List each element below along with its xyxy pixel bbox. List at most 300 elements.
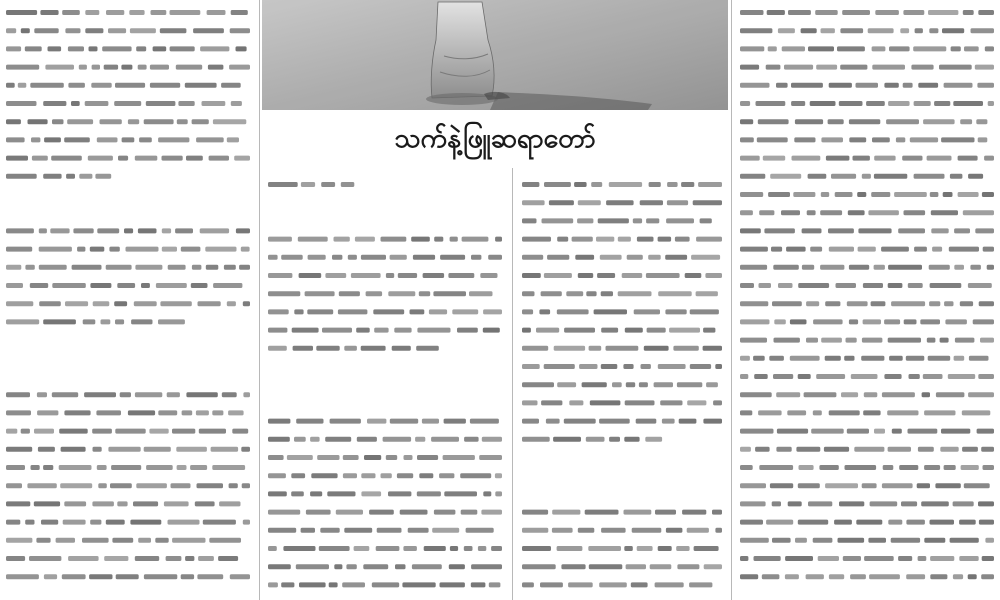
text-line-segment (329, 582, 338, 587)
text-line-segment (824, 447, 849, 452)
text-line-segment (85, 28, 103, 33)
text-line-segment (52, 283, 86, 288)
text-line-segment (798, 520, 828, 525)
text-line-segment (578, 200, 601, 205)
text-line-segment (740, 556, 748, 561)
text-line-segment (281, 255, 303, 260)
text-line-segment (52, 119, 64, 124)
text-line-segment (654, 382, 673, 387)
text-line-segment (234, 156, 250, 161)
text-line-segment (6, 119, 21, 124)
text-line-segment (117, 501, 127, 506)
text-line-segment (6, 101, 37, 106)
text-line-segment (6, 538, 32, 543)
text-line-segment (118, 156, 128, 161)
text-line-segment (864, 556, 894, 561)
text-line-segment (838, 538, 865, 543)
text-line-segment (850, 574, 866, 579)
text-line-segment (601, 328, 618, 333)
text-line-segment (828, 228, 854, 233)
text-line-segment (964, 46, 979, 51)
text-line-segment (546, 419, 560, 424)
text-line-segment (759, 210, 774, 215)
text-line-segment (411, 237, 430, 242)
text-line-segment (59, 429, 87, 434)
text-line-segment (31, 137, 40, 142)
text-line-segment (483, 491, 491, 496)
text-line-segment (6, 65, 39, 70)
text-line-segment (577, 218, 593, 223)
text-line-segment (56, 538, 75, 543)
text-line-segment (655, 582, 684, 587)
text-line-segment (144, 447, 171, 452)
text-line-segment (489, 582, 501, 587)
text-line-segment (195, 501, 215, 506)
text-line-segment (213, 119, 246, 124)
text-line-segment (669, 328, 700, 333)
text-line-segment (6, 501, 30, 506)
text-line-segment (740, 83, 770, 88)
text-line-segment (373, 309, 404, 314)
text-line-segment (979, 520, 994, 525)
text-line-segment (522, 546, 551, 551)
text-line-segment (887, 410, 918, 415)
text-line-segment (541, 291, 562, 296)
text-line-segment (121, 65, 132, 70)
text-line-segment (168, 520, 200, 525)
text-line-segment (185, 556, 194, 561)
text-line-segment (713, 400, 722, 405)
text-line-segment (439, 473, 454, 478)
text-line-segment (825, 301, 840, 306)
text-line-segment (63, 520, 86, 525)
text-line-segment (522, 237, 551, 242)
text-line-segment (675, 237, 690, 242)
text-line-segment (287, 455, 313, 460)
text-line-segment (740, 356, 750, 361)
text-line-segment (450, 546, 458, 551)
text-line-segment (687, 528, 709, 533)
column-divider (731, 0, 732, 600)
text-line-segment (111, 465, 141, 470)
text-line-segment (29, 556, 61, 561)
text-line-segment (820, 265, 844, 270)
text-line-segment (90, 520, 101, 525)
text-line-segment (691, 255, 720, 260)
text-line-segment (327, 491, 355, 496)
text-line-segment (229, 483, 238, 488)
text-line-segment (60, 483, 92, 488)
text-line-segment (6, 247, 32, 252)
text-line-segment (268, 437, 290, 442)
text-line-segment (935, 483, 960, 488)
text-line-segment (557, 309, 589, 314)
text-line-segment (754, 556, 781, 561)
right-column-text-placeholder (734, 0, 1000, 600)
text-line-segment (135, 265, 162, 270)
text-line-segment (170, 46, 195, 51)
text-line-segment (71, 101, 80, 106)
text-line-segment (522, 510, 548, 515)
text-line-segment (299, 582, 326, 587)
text-line-segment (343, 455, 359, 460)
text-line-segment (176, 65, 202, 70)
text-line-segment (170, 10, 201, 15)
text-line-segment (464, 437, 479, 442)
text-line-segment (685, 273, 702, 278)
text-line-segment (544, 273, 572, 278)
text-line-segment (690, 364, 711, 369)
text-line-segment (268, 328, 287, 333)
text-line-segment (334, 237, 350, 242)
text-line-segment (866, 101, 885, 106)
text-line-segment (794, 137, 815, 142)
text-line-segment (268, 582, 278, 587)
text-line-segment (200, 228, 229, 233)
text-line-segment (874, 156, 895, 161)
text-line-segment (917, 483, 930, 488)
text-line-segment (569, 400, 583, 405)
text-line-segment (413, 255, 435, 260)
text-line-segment (374, 328, 388, 333)
text-line-segment (415, 437, 425, 442)
text-line-segment (884, 83, 898, 88)
text-line-segment (377, 528, 402, 533)
text-line-segment (884, 374, 901, 379)
text-line-segment (372, 582, 399, 587)
text-line-segment (6, 410, 31, 415)
text-line-segment (311, 473, 337, 478)
text-line-segment (679, 419, 697, 424)
text-line-segment (431, 437, 459, 442)
text-line-segment (402, 582, 435, 587)
text-line-segment (343, 473, 357, 478)
text-line-segment (826, 156, 850, 161)
text-line-segment (825, 356, 841, 361)
text-line-segment (144, 574, 177, 579)
text-line-segment (146, 465, 173, 470)
text-line-segment (964, 483, 990, 488)
text-line-segment (927, 338, 936, 343)
text-line-segment (574, 182, 587, 187)
text-line-segment (135, 392, 162, 397)
text-line-segment (334, 564, 342, 569)
text-line-segment (18, 83, 27, 88)
text-line-segment (196, 410, 209, 415)
text-line-segment (704, 564, 722, 569)
text-line-segment (316, 346, 339, 351)
text-line-segment (106, 520, 125, 525)
text-line-segment (181, 247, 201, 252)
text-line-segment (813, 319, 843, 324)
text-line-segment (39, 301, 61, 306)
text-line-segment (268, 291, 300, 296)
text-line-segment (392, 346, 411, 351)
text-line-segment (868, 538, 886, 543)
text-line-segment (953, 101, 983, 106)
text-line-segment (888, 338, 921, 343)
text-line-segment (488, 255, 502, 260)
text-line-segment (495, 237, 502, 242)
text-line-segment (606, 200, 634, 205)
text-line-segment (229, 65, 250, 70)
text-line-segment (412, 564, 442, 569)
article-photo-image (262, 0, 728, 110)
text-line-segment (843, 556, 861, 561)
text-line-segment (923, 374, 943, 379)
text-line-segment (968, 574, 977, 579)
text-line-segment (6, 429, 17, 434)
text-line-segment (319, 546, 350, 551)
text-line-segment (847, 429, 869, 434)
text-line-segment (366, 291, 383, 296)
text-line-segment (703, 419, 722, 424)
text-line-segment (30, 283, 48, 288)
text-line-segment (770, 174, 801, 179)
text-line-segment (872, 46, 886, 51)
text-line-segment (124, 228, 133, 233)
text-line-segment (292, 328, 319, 333)
text-line-segment (624, 437, 639, 442)
text-line-segment (207, 10, 226, 15)
text-line-segment (6, 392, 30, 397)
text-line-segment (228, 410, 244, 415)
text-line-segment (450, 237, 458, 242)
text-line-segment (186, 392, 217, 397)
text-line-segment (618, 291, 652, 296)
text-line-segment (696, 237, 722, 242)
text-line-segment (901, 501, 917, 506)
text-line-segment (114, 301, 127, 306)
text-line-segment (32, 156, 48, 161)
text-line-segment (460, 473, 491, 478)
text-line-segment (888, 101, 910, 106)
photo-caption: သက်နဲ့ဖြူဆရာတော် (394, 123, 596, 154)
text-line-segment (212, 465, 245, 470)
text-line-segment (128, 119, 139, 124)
text-line-segment (160, 301, 191, 306)
text-line-segment (268, 564, 291, 569)
text-line-segment (953, 574, 963, 579)
text-line-segment (308, 255, 326, 260)
text-line-segment (206, 265, 219, 270)
text-line-segment (62, 574, 86, 579)
text-line-segment (596, 237, 614, 242)
text-line-segment (665, 309, 686, 314)
text-line-segment (541, 400, 562, 405)
text-line-segment (88, 156, 113, 161)
text-line-segment (89, 46, 98, 51)
text-line-segment (98, 483, 107, 488)
text-line-segment (892, 429, 902, 434)
text-line-segment (572, 237, 593, 242)
text-line-segment (942, 28, 964, 33)
text-line-segment (778, 283, 793, 288)
text-line-segment (923, 119, 955, 124)
text-line-segment (849, 265, 869, 270)
text-line-segment (178, 101, 194, 106)
text-line-segment (564, 328, 595, 333)
text-line-segment (219, 501, 240, 506)
text-line-segment (888, 265, 922, 270)
text-line-segment (6, 156, 28, 161)
text-line-segment (578, 528, 595, 533)
text-line-segment (293, 346, 313, 351)
text-line-segment (381, 473, 392, 478)
text-line-segment (902, 156, 922, 161)
text-line-placeholders (0, 0, 256, 600)
text-line-segment (61, 447, 86, 452)
text-line-segment (241, 247, 250, 252)
text-line-segment (970, 265, 981, 270)
text-line-segment (177, 119, 188, 124)
text-line-segment (770, 483, 793, 488)
text-line-segment (959, 520, 976, 525)
text-line-segment (740, 10, 764, 15)
text-line-segment (307, 309, 333, 314)
text-line-segment (553, 437, 581, 442)
text-line-segment (973, 319, 994, 324)
text-line-segment (213, 283, 242, 288)
text-line-segment (756, 101, 786, 106)
text-line-segment (566, 291, 583, 296)
text-line-segment (115, 429, 145, 434)
text-line-segment (471, 255, 481, 260)
text-line-segment (804, 392, 837, 397)
text-line-segment (432, 528, 459, 533)
text-line-segment (495, 491, 502, 496)
text-line-segment (34, 28, 58, 33)
text-line-segment (978, 501, 994, 506)
text-line-segment (758, 410, 782, 415)
text-line-segment (397, 473, 413, 478)
text-line-segment (963, 210, 994, 215)
text-line-segment (586, 291, 596, 296)
text-line-segment (863, 283, 883, 288)
text-line-segment (788, 10, 811, 15)
text-line-segment (922, 392, 930, 397)
text-line-segment (243, 301, 250, 306)
text-line-segment (594, 309, 627, 314)
text-line-segment (540, 582, 563, 587)
text-line-segment (554, 346, 585, 351)
text-line-segment (6, 301, 33, 306)
text-line-segment (77, 247, 85, 252)
text-line-segment (296, 419, 323, 424)
text-line-segment (894, 192, 927, 197)
text-line-segment (177, 465, 187, 470)
text-line-segment (861, 356, 884, 361)
text-line-segment (931, 210, 958, 215)
text-line-segment (457, 328, 478, 333)
text-line-segment (39, 265, 67, 270)
text-line-segment (93, 447, 102, 452)
text-line-segment (175, 228, 193, 233)
text-line-segment (778, 28, 795, 33)
text-line-segment (522, 400, 538, 405)
text-line-segment (759, 283, 772, 288)
text-line-segment (191, 283, 208, 288)
text-line-segment (802, 265, 814, 270)
text-line-segment (6, 520, 20, 525)
text-line-segment (963, 10, 974, 15)
text-line-segment (835, 192, 853, 197)
text-line-segment (310, 491, 322, 496)
text-line-segment (330, 419, 361, 424)
text-line-segment (6, 137, 25, 142)
text-line-segment (181, 574, 194, 579)
text-line-placeholders (734, 0, 1000, 600)
text-line-segment (703, 346, 722, 351)
text-line-segment (696, 291, 718, 296)
text-line-segment (763, 156, 785, 161)
text-line-segment (983, 247, 994, 252)
text-line-segment (6, 265, 21, 270)
text-line-segment (536, 328, 559, 333)
text-line-segment (821, 192, 829, 197)
text-line-segment (874, 265, 885, 270)
text-line-segment (755, 447, 770, 452)
text-line-segment (774, 338, 800, 343)
text-line-segment (102, 46, 131, 51)
text-line-segment (231, 101, 242, 106)
text-line-segment (906, 574, 925, 579)
text-line-segment (766, 65, 781, 70)
text-line-segment (954, 356, 965, 361)
text-line-segment (578, 273, 593, 278)
text-line-segment (62, 10, 80, 15)
text-line-segment (958, 156, 978, 161)
text-line-segment (740, 247, 768, 252)
text-line-segment (862, 174, 871, 179)
text-line-segment (868, 28, 894, 33)
text-line-segment (636, 419, 657, 424)
center-column-text-placeholder (516, 170, 728, 600)
text-line-segment (21, 28, 30, 33)
text-line-segment (239, 265, 250, 270)
text-line-segment (136, 46, 146, 51)
text-line-segment (481, 510, 502, 515)
text-line-segment (820, 210, 842, 215)
text-line-segment (356, 328, 370, 333)
text-line-segment (115, 319, 124, 324)
text-line-segment (834, 520, 852, 525)
text-line-segment (961, 465, 979, 470)
text-line-segment (987, 265, 994, 270)
text-line-segment (849, 137, 866, 142)
text-line-segment (268, 309, 289, 314)
text-line-segment (575, 255, 594, 260)
text-line-segment (810, 247, 822, 252)
text-line-segment (443, 455, 475, 460)
text-line-segment (138, 538, 151, 543)
text-line-segment (888, 447, 911, 452)
text-line-segment (975, 228, 994, 233)
text-line-segment (762, 574, 780, 579)
text-line-segment (138, 65, 147, 70)
text-line-segment (39, 247, 72, 252)
text-line-segment (116, 574, 139, 579)
text-line-segment (799, 465, 814, 470)
text-line-segment (299, 273, 322, 278)
text-line-segment (151, 10, 167, 15)
text-line-segment (168, 265, 186, 270)
text-line-segment (821, 137, 843, 142)
text-line-segment (810, 101, 836, 106)
text-line-segment (910, 137, 938, 142)
text-line-segment (929, 28, 938, 33)
text-line-segment (698, 182, 722, 187)
